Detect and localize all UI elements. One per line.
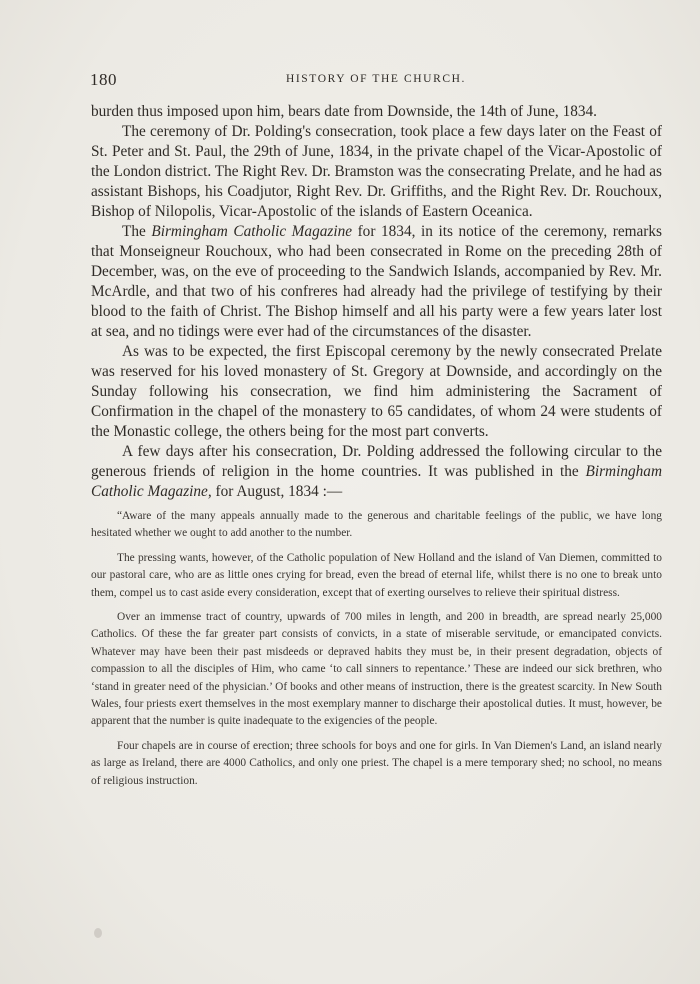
paragraph-text: The: [122, 223, 152, 240]
paragraph-text: burden thus imposed upon him, bears date from Downside, the 14th of June, 1834.: [91, 103, 597, 120]
paragraph: [91, 442, 662, 502]
paragraph: [91, 102, 662, 122]
quote-paragraph: Over an immense tract of country, upwards of 700 miles in length, and 200 in breadth, are spread nearly 25,000 Catholics. Of these the far greater part consists of convicts, in a state of miserable servitude, or emancipated convicts. Whatever may have been their past misdeeds or depraved habits they must be, in their present degradation, objects of compassion to all the disciples of Him, who came ‘to call sinners to repentance.’ These are indeed our sick brethren, who ‘stand in greater need of the physician.’ Of books and other means of instruction, there is the greatest scarcity. In New South Wales, four priests exert themselves in the most exemplary manner to discharge their apostolical duties. It must, however, be apparent that the number is quite inadequate to the exigencies of the people.: [91, 611, 662, 728]
quote-paragraph: The pressing wants, however, of the Catholic population of New Holland and the island of Van Diemen, committed to our pastoral care, who are as little ones crying for bread, even the bread of eternal life, whilst there is no one to break unto them, compel us to cast aside every consideration, except that of exerting ourselves to relieve their spiritual distress.: [91, 551, 662, 599]
paragraph: [91, 122, 662, 222]
quoted-circular: [91, 508, 662, 790]
publication-title: Birmingham Catholic Magazine,: [91, 463, 662, 500]
paragraph-text: The ceremony of Dr. Polding's consecration, took place a few days later on the Feast of St. Peter and St. Paul, the 29th of June, 1834, in the private chapel of the Vicar-Apostolic of the London district. The Right Rev. Dr. Bramston was the consecrating Prelate, and he had as assistant Bishops, his Coadjutor, Right Rev. Dr. Griffiths, and the Right Rev. Dr. Rouchoux, Bishop of Nilopolis, Vicar-Apostolic of the islands of Eastern Oceanica.: [91, 123, 662, 220]
quote-paragraph: Four chapels are in course of erection; three schools for boys and one for girls. In Van Diemen's Land, an island nearly as large as Ireland, there are 4000 Catholics, and only one priest. The chapel is a mere temporary shed; no school, no means of religious instruction.: [91, 739, 662, 787]
paper-blemish: [94, 928, 102, 938]
paragraph-text: As was to be expected, the first Episcopal ceremony by the newly consecrated Prelate was reserved for his loved monastery of St. Gregory at Downside, and accordingly on the Sunday following his consecration, we find him administering the Sacrament of Confirmation in the chapel of the monastery to 65 candidates, of whom 24 were students of the Monastic college, the others being for the most part converts.: [91, 343, 662, 440]
paragraph: [91, 342, 662, 442]
paragraph: [91, 222, 662, 342]
quote-paragraph: “Aware of the many appeals annually made to the generous and charitable feelings of the public, we have long hesitated whether we ought to add another to the number.: [91, 510, 662, 540]
paragraph-text: for August, 1834 :—: [211, 483, 343, 500]
body-text: [91, 102, 662, 797]
running-head: HISTORY OF THE CHURCH.: [285, 73, 467, 85]
paragraph-text: A few days after his consecration, Dr. Polding addressed the following circular to the generous friends of religion in the home countries. It was published in the: [91, 443, 662, 480]
publication-title: Birmingham Catholic Magazine: [151, 223, 353, 240]
paragraph-text: for 1834, in its notice of the ceremony, remarks that Monseigneur Rouchoux, who had been consecrated in Rome on the preceding 28th of December, was, on the eve of proceeding to the Sandwich Islands, accompanied by Rev. Mr. McArdle, and that two of his confreres had already had the privilege of testifying by their blood to the faith of Christ. The Bishop himself and all his party were a few years later lost at sea, and no tidings were ever had of the circumstances of the disaster.: [91, 223, 662, 340]
page-number: 180: [90, 70, 117, 89]
page-header: [90, 70, 662, 94]
